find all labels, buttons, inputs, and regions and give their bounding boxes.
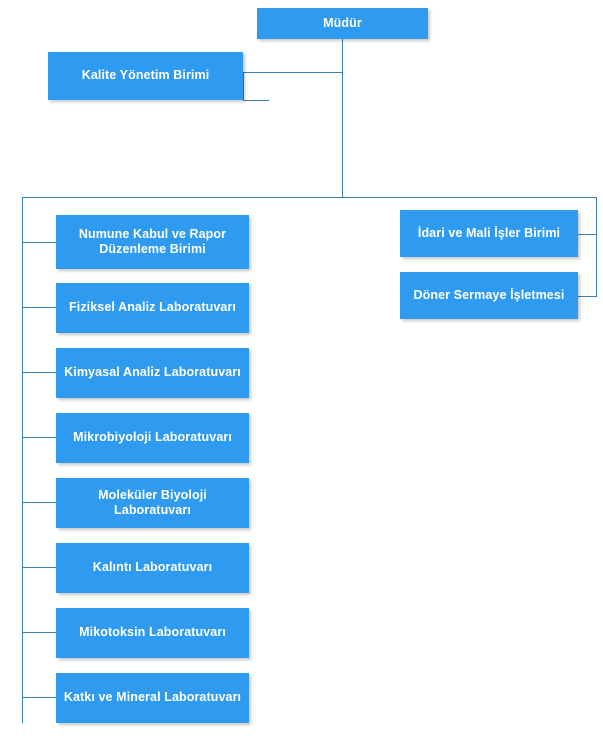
connector-left-spine [22,197,23,723]
node-left-2-label: Fiziksel Analiz Laboratuvarı [69,300,236,315]
node-kalite-yonetim-birimi[interactable] [48,52,243,100]
connector-left-stub-2 [22,307,56,308]
node-kimyasal-analiz-laboratuvari[interactable] [56,348,249,398]
node-left-1-label: Numune Kabul ve Rapor Düzenleme Birimi [78,226,227,256]
node-left-6-label: Kalıntı Laboratuvarı [92,560,213,575]
connector-left-stub-8 [22,697,56,698]
node-left-5-label: Moleküler Biyoloji Laboratuvarı [98,487,207,517]
node-mikrobiyoloji-laboratuvari[interactable] [56,413,249,463]
node-katki-ve-mineral-laboratuvari[interactable] [56,673,249,723]
connector-quality-bottom [243,100,269,101]
connector-quality-horizontal [243,72,343,73]
connector-quality-vertical [243,72,244,100]
node-director[interactable] [257,8,428,39]
node-right-1-label: İdari ve Mali İşler Birimi [417,225,561,240]
connector-right-spine [596,197,597,296]
node-right-2-label: Döner Sermaye İşletmesi [413,287,565,302]
connector-left-stub-3 [22,372,56,373]
connector-left-stub-4 [22,437,56,438]
node-mikotoksin-laboratuvari[interactable] [56,608,249,658]
node-fiziksel-analiz-laboratuvari[interactable] [56,283,249,333]
node-left-8-label: Katkı ve Mineral Laboratuvarı [63,690,242,705]
connector-left-stub-1 [22,242,56,243]
node-kalite-yonetim-birimi-label: Kalite Yönetim Birimi [81,68,210,83]
connector-left-stub-7 [22,632,56,633]
node-doner-sermaye-isletmesi[interactable] [400,272,578,319]
connector-left-stub-6 [22,567,56,568]
node-molekuler-biyoloji-laboratuvari[interactable] [56,478,249,528]
connector-main-bus [22,197,597,198]
node-left-7-label: Mikotoksin Laboratuvarı [79,625,226,640]
connector-right-stub-2 [578,296,597,297]
connector-left-stub-5 [22,502,56,503]
node-numune-kabul-ve-rapor-duzenleme-birimi[interactable] [56,215,249,269]
node-left-4-label: Mikrobiyoloji Laboratuvarı [73,430,232,445]
node-left-3-label: Kimyasal Analiz Laboratuvarı [64,365,241,380]
node-director-label: Müdür [323,15,362,30]
connector-director-stem [342,39,343,197]
connector-right-stub-1 [578,234,597,235]
node-idari-ve-mali-isler-birimi[interactable] [400,210,578,257]
node-kalinti-laboratuvari[interactable] [56,543,249,593]
